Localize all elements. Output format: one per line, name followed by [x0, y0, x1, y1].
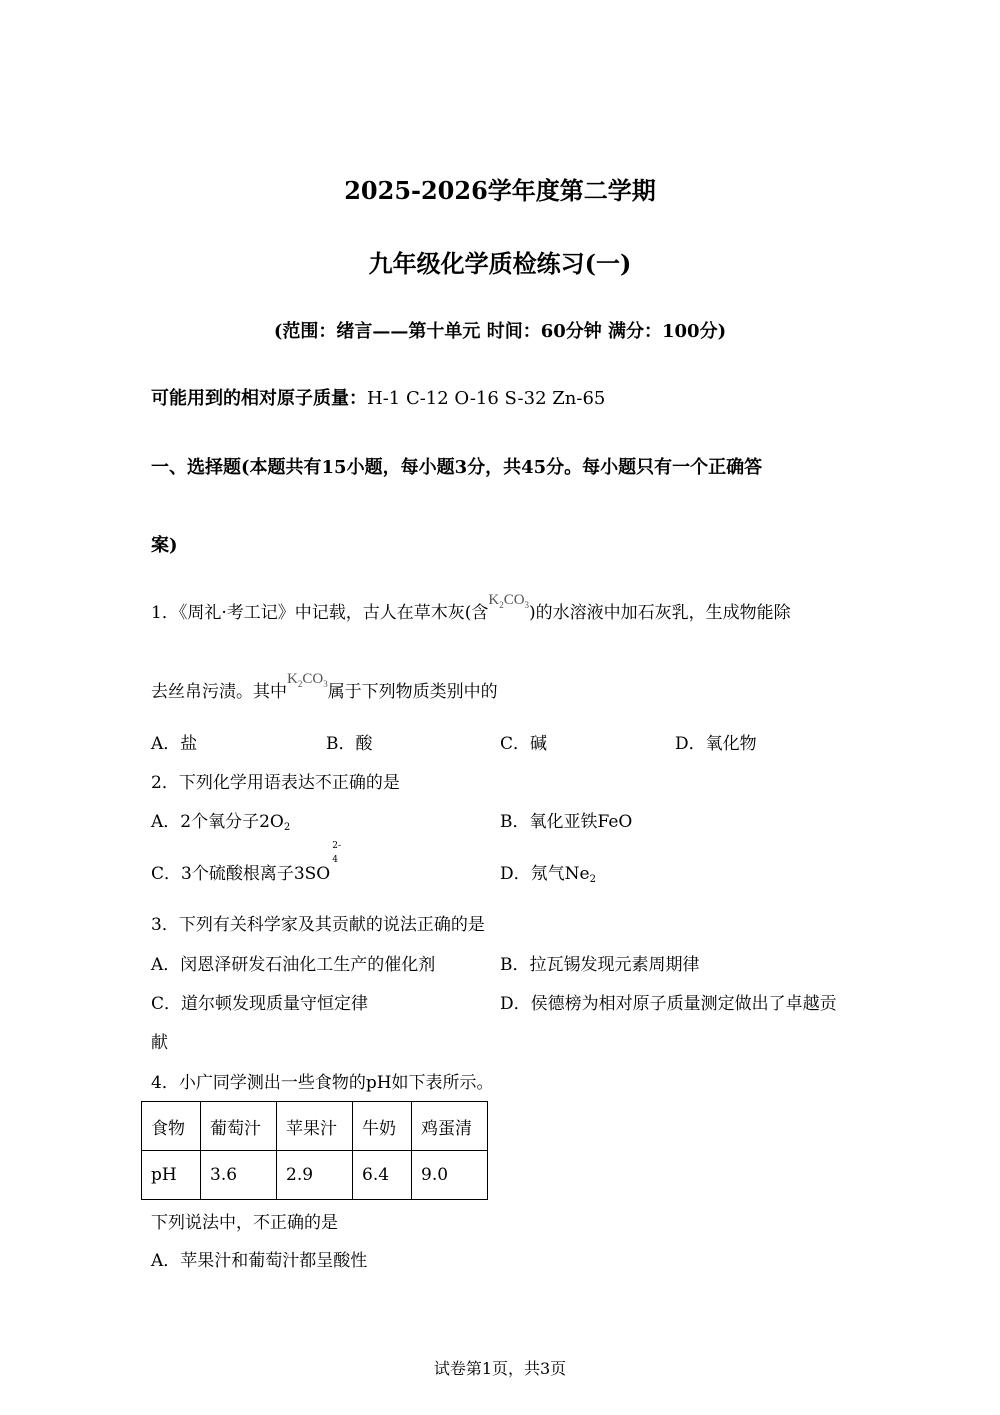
question-3-option-a: A．闵恩泽研发石油化工生产的催化剂 — [151, 955, 436, 975]
table-cell: 9.0 — [412, 1151, 488, 1200]
table-cell: 6.4 — [353, 1151, 412, 1200]
exam-scope: (范围：绪言——第十单元 时间：60分钟 满分：100分) — [273, 321, 727, 342]
question-4-after-table: 下列说法中，不正确的是 — [151, 1213, 338, 1233]
question-1-option-d: D．氧化物 — [675, 734, 757, 754]
table-cell: pH — [142, 1151, 201, 1200]
question-2-option-a: A．2个氧分子$2O_2$ — [151, 812, 291, 833]
question-4-stem: 4．小广同学测出一些食物的pH如下表所示。 — [151, 1073, 494, 1093]
section-heading-line2: 案) — [151, 535, 178, 556]
table-cell: 鸡蛋清 — [412, 1102, 488, 1151]
exam-title-line2: 九年级化学质检练习(一) — [368, 249, 632, 278]
question-1-line2 — [151, 671, 498, 703]
question-2-option-b: B．氧化亚铁FeO — [500, 812, 633, 832]
table-cell: 葡萄汁 — [201, 1102, 277, 1151]
question-3-stem: 3．下列有关科学家及其贡献的说法正确的是 — [151, 915, 485, 935]
atomic-mass-line — [151, 384, 605, 410]
question-1-text-c: 去丝帛污渍。其中 — [151, 682, 287, 702]
question-1-option-a: A．盐 — [151, 734, 198, 754]
question-1-option-c: C．碱 — [500, 734, 548, 754]
table-row — [142, 1102, 488, 1151]
question-3-option-b: B．拉瓦锡发现元素周期律 — [500, 955, 700, 975]
question-2-option-d: D．氖气$Ne_2$ — [500, 864, 596, 885]
table-cell: 苹果汁 — [277, 1102, 353, 1151]
question-3-option-d-cont: 献 — [151, 1033, 168, 1053]
question-1-line1 — [151, 592, 791, 624]
atomic-mass-values: H-1 C-12 O-16 S-32 Zn-65 — [367, 388, 606, 409]
atomic-mass-label: 可能用到的相对原子质量： — [151, 388, 367, 409]
question-4-option-a: A．苹果汁和葡萄汁都呈酸性 — [151, 1251, 368, 1271]
table-cell: 3.6 — [201, 1151, 277, 1200]
question-1-option-b: B．酸 — [326, 734, 373, 754]
exam-title-line1: 2025-2026学年度第二学期 — [344, 176, 656, 205]
sulfate-charge: 2- 4 — [332, 841, 342, 865]
question-1-text-a: 1．《周礼·考工记》中记载，古人在草木灰(含 — [151, 603, 489, 623]
question-3-option-c: C．道尔顿发现质量守恒定律 — [151, 994, 369, 1014]
question-2-option-c: C．3个硫酸根离子3SO 2- 4 — [151, 841, 342, 884]
question-3-option-d: D．侯德榜为相对原子质量测定做出了卓越贡 — [500, 994, 837, 1014]
table-cell: 牛奶 — [353, 1102, 412, 1151]
table-cell: 食物 — [142, 1102, 201, 1151]
page-footer: 试卷第1页，共3页 — [433, 1359, 567, 1378]
table-cell: 2.9 — [277, 1151, 353, 1200]
formula-k2co3: $K_2CO_3$ — [287, 671, 328, 689]
question-1-text-b: )的水溶液中加石灰乳，生成物能除 — [529, 603, 791, 623]
formula-k2co3: $K_2CO_3$ — [488, 592, 530, 610]
question-1-text-d: 属于下列物质类别中的 — [327, 682, 498, 702]
table-row — [142, 1151, 488, 1200]
question-2-stem: 2．下列化学用语表达不正确的是 — [151, 773, 400, 793]
section-heading-line1: 一、选择题(本题共有15小题，每小题3分，共45分。每小题只有一个正确答 — [151, 457, 763, 478]
ph-table — [141, 1101, 488, 1200]
